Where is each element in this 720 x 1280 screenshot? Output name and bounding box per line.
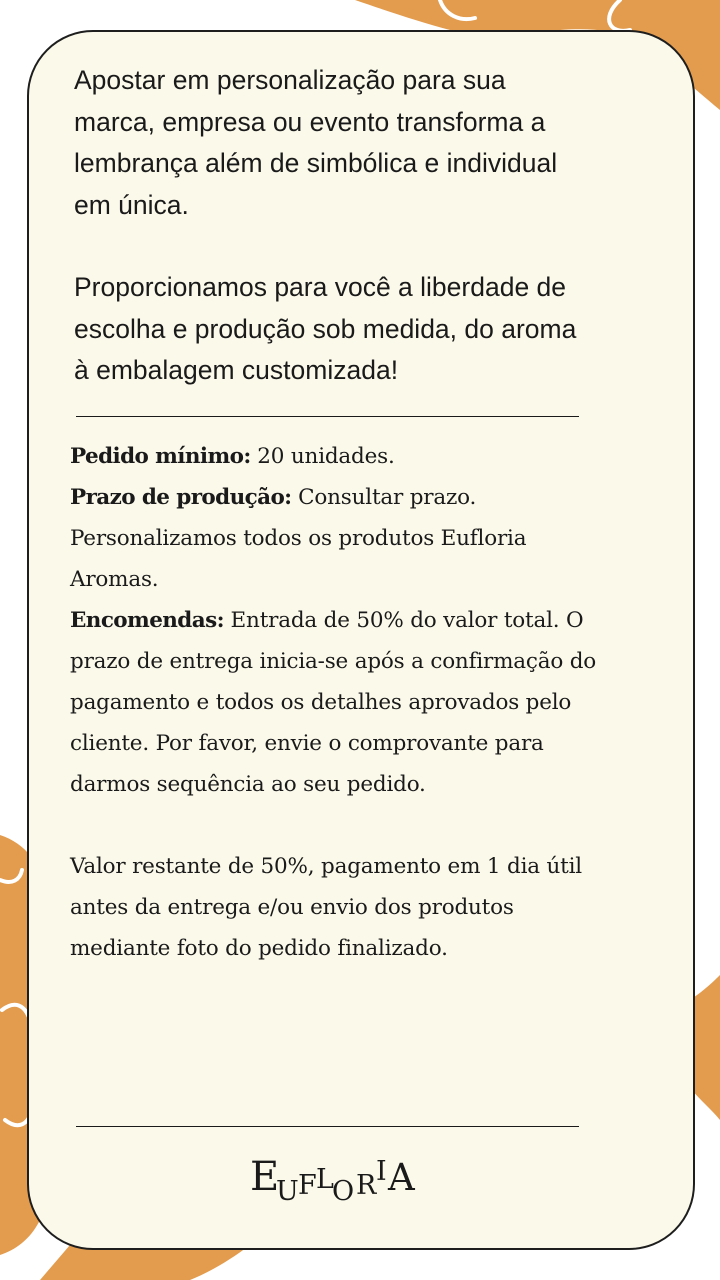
intro-paragraph-1: Apostar em personalização para sua marca, empresa ou evento transforma a lembrança além de simbólica e individual em única. (74, 65, 558, 220)
min-order-label: Pedido mínimo: (70, 444, 251, 469)
eufloria-wordmark-icon (222, 1136, 472, 1206)
orders-label: Encomendas: (70, 608, 224, 633)
order-details (70, 436, 600, 969)
min-order-line (70, 436, 600, 477)
logo-letter: O (332, 1176, 355, 1207)
logo-letter: R (356, 1170, 377, 1201)
logo-letter: E (250, 1154, 280, 1200)
logo-letter: F (298, 1170, 317, 1201)
logo-letter: L (316, 1164, 334, 1195)
lead-time-line (70, 477, 600, 600)
divider-top (76, 416, 579, 417)
intro-paragraph-2: Proporcionamos para você a liberdade de escolha e produção sob medida, do aroma à embalagem customizada! (74, 272, 577, 385)
logo-letter: I (376, 1156, 387, 1187)
logo-letter: U (276, 1176, 299, 1207)
eufloria-logo (222, 1136, 472, 1206)
logo-letter: A (388, 1156, 415, 1199)
lead-time-value: Consultar prazo. Personalizamos todos os produtos Eufloria Aromas. (70, 485, 527, 592)
intro-text (74, 60, 584, 392)
divider-bottom (76, 1126, 579, 1127)
lead-time-label: Prazo de produção: (70, 485, 292, 510)
min-order-value: 20 unidades. (250, 444, 395, 469)
balance-line: Valor restante de 50%, pagamento em 1 dia útil antes da entrega e/ou envio dos produtos mediante foto do pedido finalizado. (70, 854, 582, 961)
orders-line (70, 600, 600, 805)
orders-value: Entrada de 50% do valor total. O prazo de entrega inicia-se após a confirmação do pagamento e todos os detalhes aprovados pelo cliente. Por favor, envie o comprovante para darmos sequência ao seu pedido. (70, 608, 597, 797)
